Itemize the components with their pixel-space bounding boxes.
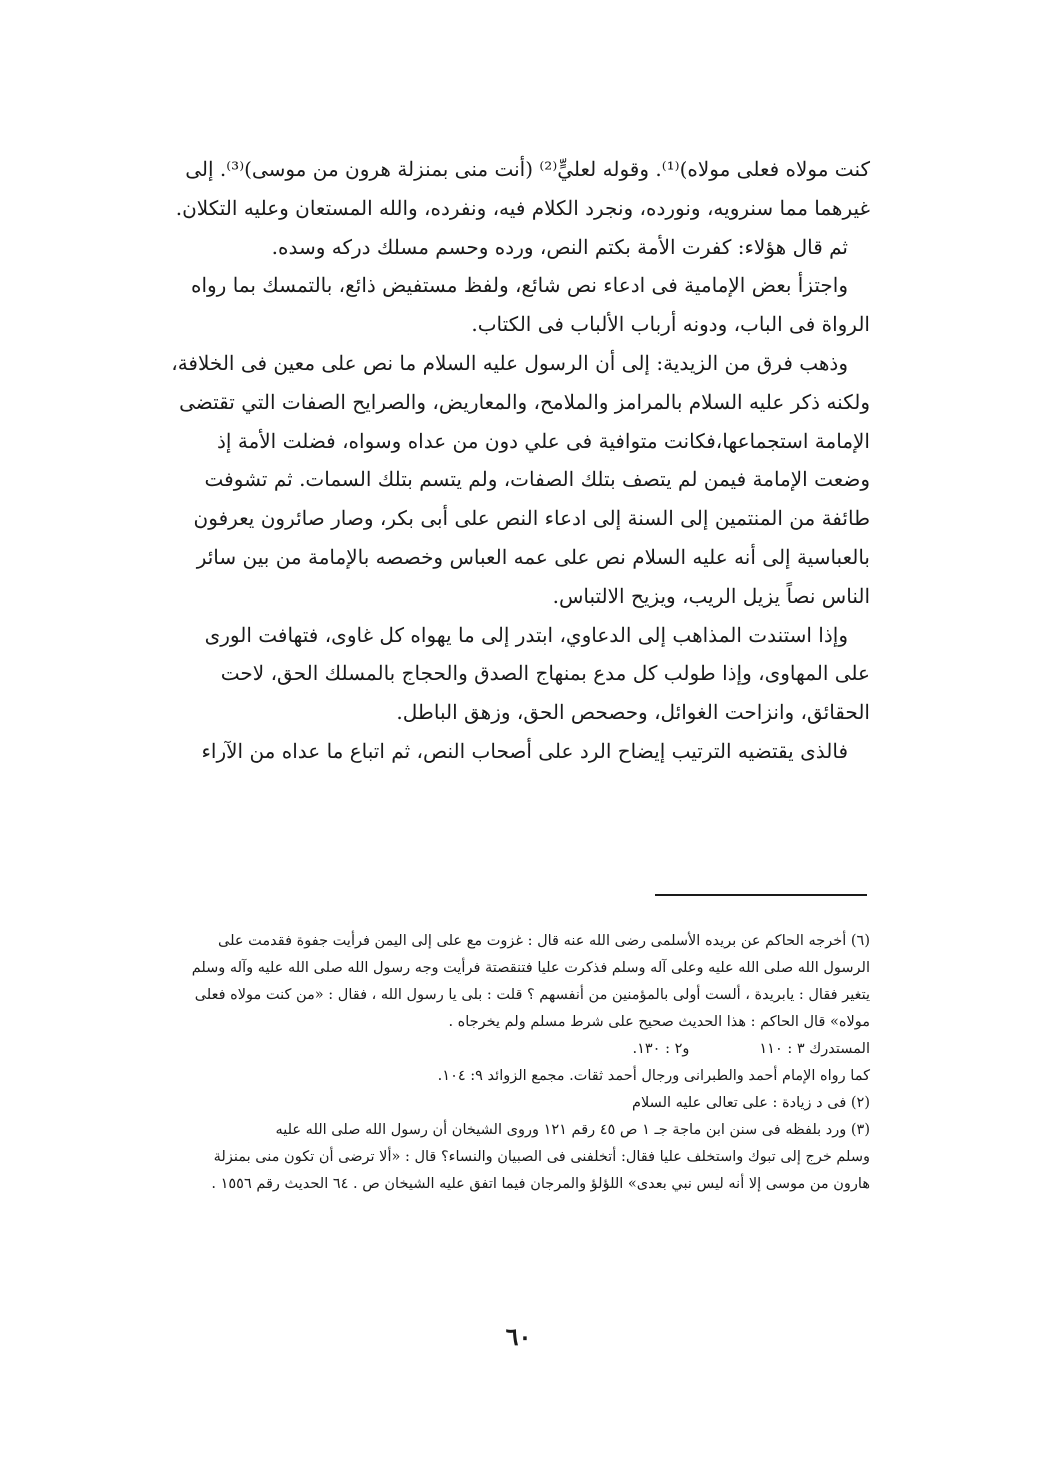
footnote-divider [655,894,867,896]
text-line: على المهاوى، وإذا طولب كل مدع بمنهاج الصدق والحجاج بالمسلك الحق، لاحت [220,661,870,686]
text-line: واجتزأ بعض الإمامية فى ادعاء نص شائع، ولفظ مستفيض ذائع، بالتمسك بما رواه [190,273,848,298]
text-line: وإذا استندت المذاهب إلى الدعاوي، ابتدر إلى ما يهواه كل غاوى، فتهافت الورى [204,622,848,647]
footnote-line: يتغير فقال : يابريدة ، ألست أولى بالمؤمنين من أنفسهم ؟ قلت : بلى يا رسول الله ، فقال : «من كنت مولاه فعلى [194,987,870,1003]
reference-right: المستدرك ٣ : ١١٠ [759,1041,870,1057]
main-text [150,150,870,771]
text-line: وضعت الإمامة فيمن لم يتصف بتلك الصفات، ولم يتسم بتلك السمات. ثم تشوفت [204,467,870,492]
text-line: وذهب فرق من الزيدية: إلى أن الرسول عليه السلام ما نص على معين فى الخلافة، [171,350,848,375]
footnote-line: كما رواه الإمام أحمد والطبرانى ورجال أحمد ثقات. مجمع الزوائد ٩: ١٠٤. [437,1068,870,1084]
footnote-line: مولاه» قال الحاكم : هذا الحديث صحيح على شرط مسلم ولم يخرجاه . [448,1014,870,1030]
text-line: ولكنه ذكر عليه السلام بالمرامز والملامح، والمعاريض، والصرايح الصفات التي تقتضى [179,389,870,414]
text-line: الناس نصاً يزيل الريب، ويزيح الالتباس. [552,583,870,608]
text-line: الحقائق، وانزاحت الغوائل، وحصحص الحق، وزهق الباطل. [396,700,870,725]
footnote-line: وسلم خرج إلى تبوك واستخلف عليا فقال: أتخلفنى فى الصبيان والنساء؟ قال : «ألا ترضى أن تكون منى بمنزلة [213,1149,870,1165]
text-line: كنت مولاه فعلى مولاه)⁽¹⁾. وقوله لعليٍّ⁽²⁾ (أنت منى بمنزلة هرون من موسى)⁽³⁾. إلى [185,157,870,181]
footnote-line: الرسول الله صلى الله عليه وعلى آله وسلم فذكرت عليا فتنقصتة فرأيت وجه رسول الله صلى الله عليه وآله وسلم [191,960,870,976]
reference-left: و٢ : ١٣٠. [632,1041,690,1057]
footnote-reference-line [150,1036,870,1063]
text-line: الرواة فى الباب، ودونه أرباب الألباب فى الكتاب. [471,312,870,337]
page-number: ٦٠ [505,1322,532,1351]
footnote-line: هارون من موسى إلا أنه ليس نبي بعدى» اللؤلؤ والمرجان فيما اتفق عليه الشيخان ص . ٦٤ الحديث رقم ١٥٥٦ . [211,1176,870,1192]
text-line: ثم قال هؤلاء: كفرت الأمة بكتم النص، ورده وحسم مسلك دركه وسده. [271,234,848,259]
text-line: الإمامة استجماعها،فكانت متوافية فى علي دون من عداه وسواه، فضلت الأمة إذ [217,428,870,453]
footnote-line: (٣) ورد بلفظه فى سنن ابن ماجة جـ ١ ص ٤٥ رقم ١٢١ وروى الشيخان أن رسول الله صلى الله عليه [275,1122,870,1138]
text-line: فالذى يقتضيه الترتيب إيضاح الرد على أصحاب النص، ثم اتباع ما عداه من الآراء [201,738,848,763]
text-line: طائفة من المنتمين إلى السنة إلى ادعاء النص على أبى بكر، وصار صائرون يعرفون [193,506,870,531]
text-line: بالعباسية إلى أنه عليه السلام نص على عمه العباس وخصصه بالإمامة من بين سائر [196,544,870,569]
footnote-2: (٢) فى د زيادة : على تعالى عليه السلام [632,1095,870,1111]
footnotes [150,928,870,1198]
text-line: غيرهما مما سنرويه، ونورده، ونجرد الكلام فيه، ونفرده، والله المستعان وعليه التكلان. [175,195,870,220]
footnote-line: (٦) أخرجه الحاكم عن بريده الأسلمى رضى الله عنه قال : غزوت مع على إلى اليمن فرأيت جفوة فقدمت على [218,933,870,949]
